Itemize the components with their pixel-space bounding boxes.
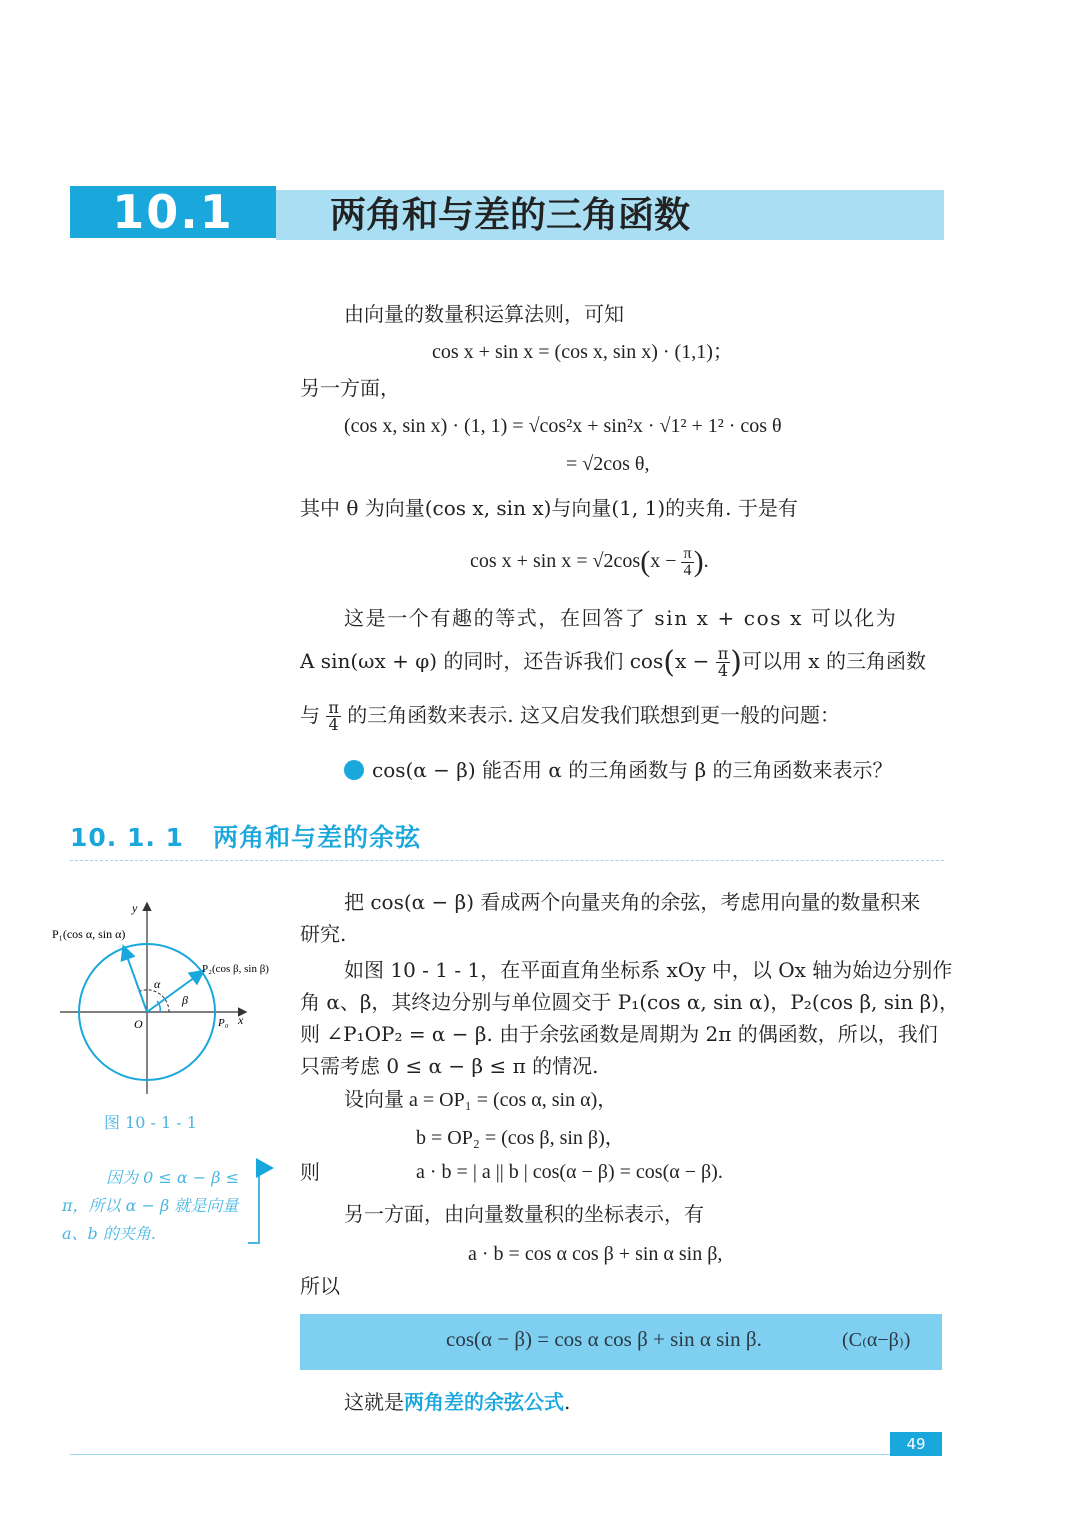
note-bracket <box>248 1170 260 1244</box>
label-origin: O <box>134 1017 143 1031</box>
angle-alpha-arc <box>140 990 169 1012</box>
para1-b1: A sin(ωx + φ) 的同时，还告诉我们 cos <box>300 649 664 673</box>
intro-line-3: 其中 θ 为向量(cos x, sin x)与向量(1, 1)的夹角. 于是有 <box>300 496 798 520</box>
label-x: x <box>238 1013 244 1027</box>
body-p2-a: 如图 10 - 1 - 1，在平面直角坐标系 xOy 中，以 Ox 轴为始边分别作 <box>344 958 953 982</box>
body-p3-label: 则 <box>300 1160 320 1184</box>
body-p1-b: 研究. <box>300 922 347 946</box>
body-p2-c: 则 ∠P₁OP₂ = α − β. 由于余弦函数是周期为 2π 的偶函数，所以，我们 <box>300 1022 938 1046</box>
label-p1: P₁(cos α, sin α) <box>52 927 126 941</box>
intro-equation-2b: = √2cos θ, <box>566 453 650 475</box>
label-p0: P₀ <box>218 1017 229 1029</box>
cosine-difference-formula: cos(α − β) = cos α cos β + sin α sin β. <box>446 1327 762 1351</box>
eq3-inner: x − <box>650 550 677 573</box>
intro-equation-2a: (cos x, sin x) · (1, 1) = √cos²x + sin²x · √1² + 1² · cos θ <box>344 415 782 437</box>
body-p4: 另一方面，由向量数量积的坐标表示，有 <box>344 1202 704 1226</box>
para1-c1: 与 <box>300 703 320 727</box>
para1-c2: 的三角函数来表示. 这又启发我们联想到更一般的问题： <box>347 703 840 727</box>
fraction-pi-over-4-b <box>716 646 731 679</box>
paren-close: ) <box>693 545 704 579</box>
para1-line-b <box>300 646 926 679</box>
conclusion <box>344 1388 570 1416</box>
para1-b3: 可以用 x 的三角函数 <box>741 649 926 673</box>
fraction-pi-over-4 <box>681 546 693 579</box>
subsection-divider <box>70 860 944 861</box>
eq3-end: . <box>703 550 709 573</box>
frac-den: 4 <box>717 661 729 680</box>
body-p3-b: b = OP₂ = (cos β, sin β)， <box>416 1127 625 1149</box>
body-p2-d: 只需考虑 0 ≤ α − β ≤ π 的情况. <box>300 1054 599 1078</box>
vector-op1 <box>124 948 147 1012</box>
label-p2: P₂(cos β, sin β) <box>202 963 269 975</box>
body-p2-b: 角 α、β，其终边分别与单位圆交于 P₁(cos α, sin α)，P₂(cos β, sin β)， <box>300 990 960 1014</box>
body-p3-a: 设向量 a = OP₁ = (cos α, sin α)， <box>344 1089 618 1111</box>
fraction-pi-over-4-c <box>326 700 341 733</box>
frac-num: π <box>683 545 692 562</box>
note-line-1: 因为 0 ≤ α − β ≤ <box>106 1168 239 1187</box>
subsection-title: 两角和与差的余弦 <box>213 823 422 852</box>
figure-caption: 图 10 - 1 - 1 <box>104 1113 197 1132</box>
note-arrow-icon <box>256 1158 274 1178</box>
para1-line-c <box>300 700 840 733</box>
section-number: 10.1 <box>70 186 276 238</box>
page-number: 49 <box>890 1432 942 1456</box>
margin-note <box>62 1164 248 1248</box>
para1-line-a: 这是一个有趣的等式，在回答了 sin x + cos x 可以化为 <box>344 606 898 630</box>
conclusion-suffix: . <box>564 1390 571 1414</box>
para1-b2: x − <box>674 649 710 673</box>
frac-num: π <box>717 644 729 663</box>
formula-tag: (C₍α−β₎) <box>842 1329 911 1351</box>
paren-open-2: ( <box>663 645 675 680</box>
frac-den: 4 <box>328 715 339 734</box>
unit-circle-figure <box>50 896 300 1106</box>
guiding-question <box>344 756 893 784</box>
frac-num: π <box>328 698 339 717</box>
body-p1-a: 把 cos(α − β) 看成两个向量夹角的余弦，考虑用向量的数量积来 <box>344 890 921 914</box>
paren-open: ( <box>640 545 651 579</box>
frac-den: 4 <box>683 562 692 579</box>
subsection-heading <box>70 818 421 854</box>
label-alpha: α <box>154 977 161 991</box>
intro-equation-3 <box>470 546 709 579</box>
bullet-dot-icon <box>344 760 364 780</box>
conclusion-highlight: 两角差的余弦公式 <box>404 1390 564 1414</box>
paren-close-2: ) <box>730 645 742 680</box>
subsection-number: 10. 1. 1 <box>70 823 184 852</box>
body-p6: 所以 <box>300 1274 340 1298</box>
eq3-left: cos x + sin x = √2cos <box>470 550 641 573</box>
section-title: 两角和与差的三角函数 <box>330 194 691 236</box>
label-y: y <box>132 901 138 915</box>
question-text: cos(α − β) 能否用 α 的三角函数与 β 的三角函数来表示？ <box>372 758 893 782</box>
body-p3-c: a · b = | a || b | cos(α − β) = cos(α − β). <box>416 1161 723 1183</box>
label-beta: β <box>182 993 188 1007</box>
footer-divider <box>70 1454 890 1455</box>
note-line-3: a、b 的夹角. <box>62 1224 156 1243</box>
intro-equation-1: cos x + sin x = (cos x, sin x) · (1,1)； <box>432 341 733 363</box>
intro-line-1: 由向量的数量积运算法则，可知 <box>344 302 624 326</box>
body-p5: a · b = cos α cos β + sin α sin β, <box>468 1243 723 1265</box>
note-line-2: π，所以 α − β 就是向量 <box>62 1196 239 1215</box>
intro-line-2: 另一方面， <box>300 376 400 400</box>
conclusion-prefix: 这就是 <box>344 1390 404 1414</box>
